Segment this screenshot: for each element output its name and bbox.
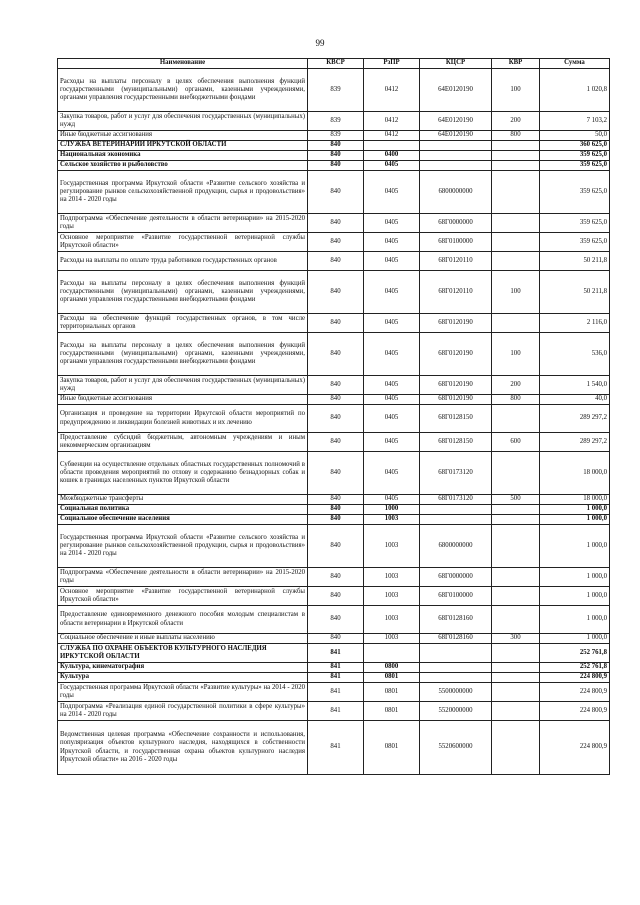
row-sum: 224 800,9 — [540, 721, 610, 775]
row-kcsr: 68Г0120110 — [420, 252, 492, 271]
column-header-kcsr: КЦСР — [420, 59, 492, 69]
row-kvr — [492, 233, 540, 252]
row-name: Социальная политика — [58, 505, 308, 515]
row-name: Государственная программа Иркутской области «Развитие сельского хозяйства и регулирование рынков сельскохозяйственной продукции, сырья и продовольствия» на 2014 - 2020 годы — [58, 171, 308, 214]
row-name: Национальная экономика — [58, 151, 308, 161]
column-header-kvr: КВР — [492, 59, 540, 69]
table-row — [58, 252, 610, 271]
row-kvsr: 840 — [308, 568, 364, 587]
row-kvsr: 841 — [308, 644, 364, 663]
row-kvsr: 840 — [308, 395, 364, 405]
row-rzpr: 0405 — [364, 433, 420, 452]
row-kvsr: 840 — [308, 161, 364, 171]
table-row — [58, 587, 610, 606]
row-kvsr: 840 — [308, 376, 364, 395]
column-header-rzpr: РзПР — [364, 59, 420, 69]
row-kcsr — [420, 505, 492, 515]
row-kvr — [492, 171, 540, 214]
row-name: Основное мероприятие «Развитие государственной ветеринарной службы Иркутской области» — [58, 233, 308, 252]
row-sum: 1 000,0 — [540, 606, 610, 634]
row-kvr: 200 — [492, 376, 540, 395]
row-kvr: 200 — [492, 112, 540, 131]
table-row — [58, 405, 610, 433]
row-kcsr: 64Е0120190 — [420, 69, 492, 112]
row-kcsr — [420, 644, 492, 663]
column-header-name: Наименование — [58, 59, 308, 69]
table-row — [58, 395, 610, 405]
row-kcsr: 68Г0128160 — [420, 634, 492, 644]
table-row — [58, 495, 610, 505]
row-kvsr: 840 — [308, 587, 364, 606]
row-kcsr: 68Г0000000 — [420, 568, 492, 587]
table-row — [58, 214, 610, 233]
row-sum: 359 625,0 — [540, 151, 610, 161]
row-kvr — [492, 214, 540, 233]
column-header-kvsr: КВСР — [308, 59, 364, 69]
row-kcsr: 68Г0173120 — [420, 495, 492, 505]
row-kvr — [492, 405, 540, 433]
row-kcsr — [420, 673, 492, 683]
row-sum: 1 000,0 — [540, 568, 610, 587]
row-kvr — [492, 252, 540, 271]
table-row — [58, 233, 610, 252]
row-rzpr: 0405 — [364, 161, 420, 171]
row-sum: 289 297,2 — [540, 405, 610, 433]
row-kcsr: 68Г0128150 — [420, 433, 492, 452]
row-kcsr: 64Е0120190 — [420, 112, 492, 131]
row-kvr — [492, 151, 540, 161]
table-row — [58, 314, 610, 333]
row-kcsr — [420, 141, 492, 151]
row-kvsr: 841 — [308, 663, 364, 673]
row-name: Социальное обеспечение населения — [58, 515, 308, 525]
row-sum: 536,0 — [540, 333, 610, 376]
row-kvsr: 841 — [308, 702, 364, 721]
row-kcsr: 68Г0120190 — [420, 314, 492, 333]
row-kvr: 500 — [492, 495, 540, 505]
row-kcsr: 68Г0100000 — [420, 233, 492, 252]
table-row — [58, 683, 610, 702]
row-name: Предоставление единовременного денежного пособия молодым специалистам в области ветеринарии в Иркутской области — [58, 606, 308, 634]
row-kvr — [492, 568, 540, 587]
row-kvr: 800 — [492, 131, 540, 141]
row-rzpr: 1003 — [364, 568, 420, 587]
row-kvsr: 840 — [308, 606, 364, 634]
row-kvsr: 840 — [308, 452, 364, 495]
row-kvr — [492, 515, 540, 525]
row-kcsr: 5520000000 — [420, 702, 492, 721]
row-kvr — [492, 606, 540, 634]
row-kvsr: 840 — [308, 405, 364, 433]
row-name: Подпрограмма «Обеспечение деятельности в области ветеринарии» на 2015-2020 годы — [58, 214, 308, 233]
table-row — [58, 161, 610, 171]
table-row — [58, 568, 610, 587]
row-kcsr: 5500000000 — [420, 683, 492, 702]
row-rzpr: 1003 — [364, 634, 420, 644]
row-kcsr: 68Г0000000 — [420, 214, 492, 233]
row-sum: 1 000,0 — [540, 525, 610, 568]
row-sum: 252 761,8 — [540, 663, 610, 673]
row-name: Ведомственная целевая программа «Обеспечение сохранности и использования, популяризация объектов культурного наследия, находящихся в собственности Иркутской области, и государственная охрана объектов культурного наследия Иркутской области» на 2016 - 2020 годы — [58, 721, 308, 775]
row-name: Расходы на выплаты по оплате труда работников государственных органов — [58, 252, 308, 271]
row-name: Расходы на выплаты персоналу в целях обеспечения выполнения функций государственными (муниципальными) органами, казенными учреждениями, органами управления государственными внебюджетными фондами — [58, 271, 308, 314]
row-kcsr: 68Г0120190 — [420, 333, 492, 376]
row-name: Закупка товаров, работ и услуг для обеспечения государственных (муниципальных) нужд — [58, 376, 308, 395]
row-sum: 224 800,9 — [540, 683, 610, 702]
row-rzpr: 0405 — [364, 171, 420, 214]
row-name: Предоставление субсидий бюджетным, автономным учреждениям и иным некоммерческим организациям — [58, 433, 308, 452]
table-row — [58, 112, 610, 131]
table-row — [58, 721, 610, 775]
row-sum: 359 625,0 — [540, 233, 610, 252]
row-kcsr: 6800000000 — [420, 525, 492, 568]
row-kvsr: 840 — [308, 141, 364, 151]
row-sum: 50,0 — [540, 131, 610, 141]
row-kvsr: 840 — [308, 171, 364, 214]
row-kvsr: 840 — [308, 505, 364, 515]
row-sum: 1 000,0 — [540, 515, 610, 525]
row-kvr — [492, 683, 540, 702]
row-kvr — [492, 644, 540, 663]
row-kvr — [492, 587, 540, 606]
row-rzpr — [364, 141, 420, 151]
row-sum: 50 211,8 — [540, 252, 610, 271]
row-name: Культура, кинематография — [58, 663, 308, 673]
table-row — [58, 505, 610, 515]
table-row — [58, 151, 610, 161]
table-row — [58, 702, 610, 721]
row-kvsr: 840 — [308, 252, 364, 271]
row-name: Иные бюджетные ассигнования — [58, 131, 308, 141]
table-row — [58, 606, 610, 634]
row-rzpr: 0801 — [364, 721, 420, 775]
table-row — [58, 515, 610, 525]
row-kvsr: 840 — [308, 333, 364, 376]
row-rzpr: 0412 — [364, 131, 420, 141]
row-name: Подпрограмма «Реализация единой государственной политики в сфере культуры» на 2014 - 2020 годы — [58, 702, 308, 721]
row-name: Сельское хозяйство и рыболовство — [58, 161, 308, 171]
row-name: Подпрограмма «Обеспечение деятельности в области ветеринарии» на 2015-2020 годы — [58, 568, 308, 587]
row-sum: 359 625,0 — [540, 161, 610, 171]
row-name: Субвенции на осуществление отдельных областных государственных полномочий в области проведения мероприятий по отлову и содержанию безнадзорных собак и кошек в границах населенных пунктов Иркутской области — [58, 452, 308, 495]
row-kvsr: 841 — [308, 683, 364, 702]
row-kcsr: 64Е0120190 — [420, 131, 492, 141]
row-rzpr: 1003 — [364, 606, 420, 634]
row-kcsr: 68Г0173120 — [420, 452, 492, 495]
row-kcsr: 68Г0120190 — [420, 376, 492, 395]
row-sum: 359 625,0 — [540, 171, 610, 214]
row-name: Культура — [58, 673, 308, 683]
row-rzpr: 0405 — [364, 314, 420, 333]
row-sum: 224 800,9 — [540, 702, 610, 721]
row-rzpr: 0405 — [364, 405, 420, 433]
row-rzpr: 0800 — [364, 663, 420, 673]
row-rzpr: 0405 — [364, 452, 420, 495]
row-rzpr: 0801 — [364, 683, 420, 702]
row-rzpr: 1000 — [364, 505, 420, 515]
row-kcsr: 68Г0128160 — [420, 606, 492, 634]
row-rzpr: 0412 — [364, 69, 420, 112]
row-kvr — [492, 673, 540, 683]
table-row — [58, 271, 610, 314]
row-sum: 18 000,0 — [540, 452, 610, 495]
row-sum: 224 800,9 — [540, 673, 610, 683]
row-rzpr: 1003 — [364, 587, 420, 606]
row-kvr: 600 — [492, 433, 540, 452]
row-kvr: 100 — [492, 271, 540, 314]
row-name: Иные бюджетные ассигнования — [58, 395, 308, 405]
row-sum: 1 000,0 — [540, 505, 610, 515]
row-sum: 2 116,0 — [540, 314, 610, 333]
row-kvsr: 840 — [308, 525, 364, 568]
row-kvr — [492, 314, 540, 333]
row-rzpr: 0405 — [364, 252, 420, 271]
row-kvsr: 841 — [308, 721, 364, 775]
row-kvr — [492, 525, 540, 568]
row-rzpr: 0405 — [364, 233, 420, 252]
row-name: СЛУЖБА ПО ОХРАНЕ ОБЪЕКТОВ КУЛЬТУРНОГО НАСЛЕДИЯ ИРКУТСКОЙ ОБЛАСТИ — [58, 644, 308, 663]
row-sum: 1 000,0 — [540, 587, 610, 606]
row-rzpr: 0405 — [364, 271, 420, 314]
row-name: Организация и проведение на территории Иркутской области мероприятий по предупреждению и ликвидации болезней животных и их лечению — [58, 405, 308, 433]
row-sum: 359 625,0 — [540, 214, 610, 233]
row-kcsr: 5520600000 — [420, 721, 492, 775]
row-name: СЛУЖБА ВЕТЕРИНАРИИ ИРКУТСКОЙ ОБЛАСТИ — [58, 141, 308, 151]
table-body — [58, 69, 610, 775]
row-sum: 252 761,8 — [540, 644, 610, 663]
row-name: Государственная программа Иркутской области «Развитие культуры» на 2014 - 2020 годы — [58, 683, 308, 702]
row-sum: 1 000,0 — [540, 634, 610, 644]
row-sum: 7 103,2 — [540, 112, 610, 131]
row-rzpr: 0400 — [364, 151, 420, 161]
row-kvr — [492, 663, 540, 673]
row-kcsr — [420, 515, 492, 525]
row-rzpr: 0405 — [364, 495, 420, 505]
row-kcsr: 68Г0120110 — [420, 271, 492, 314]
row-rzpr: 1003 — [364, 515, 420, 525]
row-kvr: 100 — [492, 69, 540, 112]
row-kvr — [492, 721, 540, 775]
row-kvsr: 839 — [308, 112, 364, 131]
row-kvsr: 840 — [308, 214, 364, 233]
row-kvr — [492, 161, 540, 171]
row-kvsr: 839 — [308, 69, 364, 112]
row-kvsr: 840 — [308, 634, 364, 644]
row-sum: 40,0 — [540, 395, 610, 405]
table-row — [58, 663, 610, 673]
row-name: Расходы на обеспечение функций государственных органов, в том числе территориальных органов — [58, 314, 308, 333]
row-name: Расходы на выплаты персоналу в целях обеспечения выполнения функций государственными (муниципальными) органами, казенными учреждениями, органами управления государственными внебюджетными фондами — [58, 333, 308, 376]
row-rzpr: 0801 — [364, 702, 420, 721]
page-number: 99 — [315, 38, 325, 48]
table-row — [58, 673, 610, 683]
row-kvsr: 840 — [308, 314, 364, 333]
row-sum: 289 297,2 — [540, 433, 610, 452]
table-row — [58, 141, 610, 151]
column-header-sum: Сумма — [540, 59, 610, 69]
row-kvr — [492, 702, 540, 721]
row-kvsr: 839 — [308, 131, 364, 141]
row-kvsr: 840 — [308, 233, 364, 252]
row-kvsr: 840 — [308, 433, 364, 452]
table-row — [58, 644, 610, 663]
row-rzpr: 0405 — [364, 214, 420, 233]
table-row — [58, 452, 610, 495]
table-row — [58, 376, 610, 395]
row-kvsr: 840 — [308, 495, 364, 505]
row-rzpr: 0405 — [364, 333, 420, 376]
row-name: Основное мероприятие «Развитие государственной ветеринарной службы Иркутской области» — [58, 587, 308, 606]
row-kcsr: 68Г0100000 — [420, 587, 492, 606]
row-kvsr: 840 — [308, 151, 364, 161]
row-name: Межбюджетные трансферты — [58, 495, 308, 505]
row-rzpr: 1003 — [364, 525, 420, 568]
row-kcsr: 6800000000 — [420, 171, 492, 214]
row-kvsr: 841 — [308, 673, 364, 683]
table-header-row — [58, 59, 610, 69]
row-rzpr — [364, 644, 420, 663]
row-kvsr: 840 — [308, 271, 364, 314]
row-kvr: 300 — [492, 634, 540, 644]
table-row — [58, 333, 610, 376]
table-row — [58, 69, 610, 112]
budget-table — [57, 58, 610, 775]
row-rzpr: 0405 — [364, 376, 420, 395]
row-kvr — [492, 141, 540, 151]
row-kvr: 800 — [492, 395, 540, 405]
table-row — [58, 131, 610, 141]
row-rzpr: 0801 — [364, 673, 420, 683]
row-kcsr: 68Г0128150 — [420, 405, 492, 433]
row-kcsr — [420, 151, 492, 161]
row-kvr — [492, 505, 540, 515]
row-name: Расходы на выплаты персоналу в целях обеспечения выполнения функций государственными (муниципальными) органами, казенными учреждениями, органами управления государственными внебюджетными фондами — [58, 69, 308, 112]
row-sum: 50 211,8 — [540, 271, 610, 314]
table-row — [58, 171, 610, 214]
row-sum: 1 540,0 — [540, 376, 610, 395]
row-kcsr — [420, 663, 492, 673]
row-rzpr: 0412 — [364, 112, 420, 131]
row-name: Социальное обеспечение и иные выплаты населению — [58, 634, 308, 644]
row-sum: 18 000,0 — [540, 495, 610, 505]
row-kcsr — [420, 161, 492, 171]
row-sum: 360 625,0 — [540, 141, 610, 151]
row-name: Государственная программа Иркутской области «Развитие сельского хозяйства и регулирование рынков сельскохозяйственной продукции, сырья и продовольствия» на 2014 - 2020 годы — [58, 525, 308, 568]
row-kcsr: 68Г0120190 — [420, 395, 492, 405]
row-rzpr: 0405 — [364, 395, 420, 405]
row-kvsr: 840 — [308, 515, 364, 525]
row-sum: 1 020,8 — [540, 69, 610, 112]
table-row — [58, 634, 610, 644]
table-row — [58, 433, 610, 452]
table-row — [58, 525, 610, 568]
row-name: Закупка товаров, работ и услуг для обеспечения государственных (муниципальных) нужд — [58, 112, 308, 131]
row-kvr: 100 — [492, 333, 540, 376]
row-kvr — [492, 452, 540, 495]
